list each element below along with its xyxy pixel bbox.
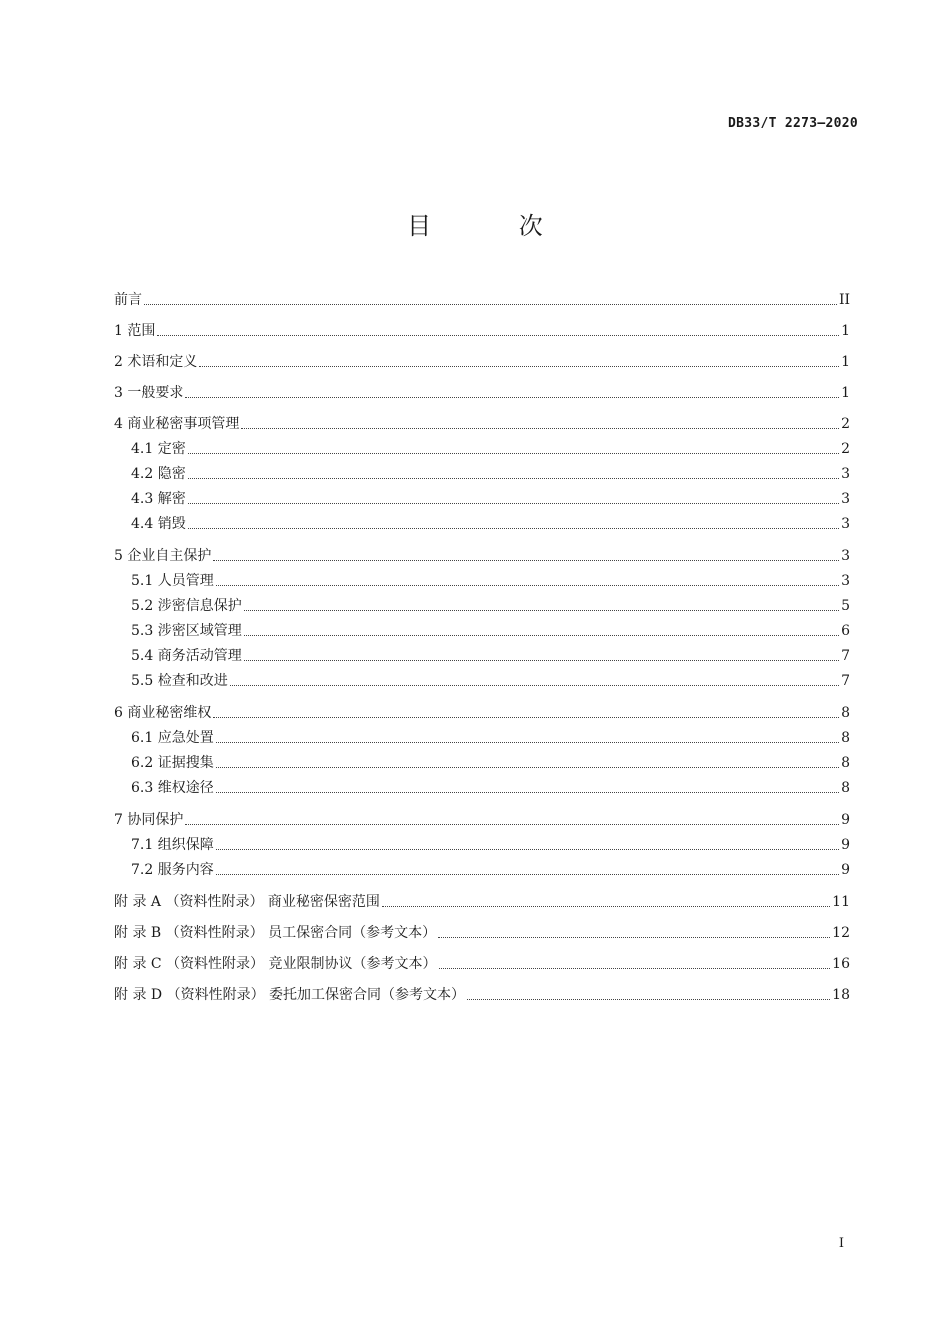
toc-entry-page: 1 bbox=[841, 385, 850, 401]
toc-entry-6[interactable] bbox=[114, 691, 850, 723]
toc-entry-page: 8 bbox=[841, 780, 850, 796]
toc-entry-label: 附 录 A （资料性附录） 商业秘密保密范围 bbox=[114, 894, 380, 910]
toc-entry-7[interactable] bbox=[114, 798, 850, 830]
toc-dot-leader bbox=[244, 635, 839, 636]
toc-entry-label: 5.5 检查和改进 bbox=[131, 673, 228, 689]
toc-entry-4-3[interactable] bbox=[114, 484, 850, 509]
toc-dot-leader bbox=[144, 304, 837, 305]
toc-entry-1[interactable] bbox=[114, 310, 850, 341]
toc-dot-leader bbox=[216, 874, 839, 875]
toc-entry-4[interactable] bbox=[114, 403, 850, 434]
toc-dot-leader bbox=[467, 999, 830, 1000]
toc-entry-page: II bbox=[838, 292, 850, 308]
toc-entry-page: 9 bbox=[841, 837, 850, 853]
toc-entry-page: 12 bbox=[832, 925, 850, 941]
toc-entry-page: 3 bbox=[841, 516, 850, 532]
toc-dot-leader bbox=[157, 335, 839, 336]
toc-entry-label: 6.2 证据搜集 bbox=[131, 755, 214, 771]
toc-title: 目 次 bbox=[407, 212, 583, 240]
toc-dot-leader bbox=[439, 968, 831, 969]
toc-entry-label: 附 录 B （资料性附录） 员工保密合同（参考文本） bbox=[114, 925, 437, 941]
toc-entry-5-5[interactable] bbox=[114, 666, 850, 691]
toc-entry-page: 2 bbox=[841, 416, 850, 432]
toc-dot-leader bbox=[185, 824, 839, 825]
toc-dot-leader bbox=[244, 660, 839, 661]
toc-entry-label: 4.4 销毁 bbox=[131, 516, 186, 532]
toc-entry-label: 附 录 C （资料性附录） 竞业限制协议（参考文本） bbox=[114, 956, 437, 972]
toc-entry-page: 6 bbox=[841, 623, 850, 639]
toc-entry-label: 5 企业自主保护 bbox=[114, 548, 212, 564]
toc-entry-7-2[interactable] bbox=[114, 855, 850, 880]
toc-entry-label: 4 商业秘密事项管理 bbox=[114, 416, 240, 432]
toc-dot-leader bbox=[216, 792, 839, 793]
toc-entry-5[interactable] bbox=[114, 534, 850, 566]
toc-entry-label: 前言 bbox=[114, 292, 142, 308]
toc-dot-leader bbox=[213, 560, 839, 561]
toc-entry-label: 7 协同保护 bbox=[114, 812, 184, 828]
toc-entry-page: 3 bbox=[841, 548, 850, 564]
toc-dot-leader bbox=[216, 849, 839, 850]
toc-entry-page: 11 bbox=[832, 894, 850, 910]
toc-dot-leader bbox=[185, 397, 839, 398]
toc-dot-leader bbox=[188, 453, 839, 454]
toc-entry-appendix-d[interactable] bbox=[114, 974, 850, 1005]
toc-entry-5-1[interactable] bbox=[114, 566, 850, 591]
toc-entry-label: 6 商业秘密维权 bbox=[114, 705, 212, 721]
toc-entry-label: 5.2 涉密信息保护 bbox=[131, 598, 242, 614]
toc-entry-foreword[interactable] bbox=[114, 286, 850, 310]
toc-entry-page: 7 bbox=[841, 648, 850, 664]
toc-entry-page: 7 bbox=[841, 673, 850, 689]
toc-entry-label: 4.3 解密 bbox=[131, 491, 186, 507]
page-number: I bbox=[838, 1236, 844, 1251]
toc-entry-2[interactable] bbox=[114, 341, 850, 372]
toc-dot-leader bbox=[216, 767, 839, 768]
toc-entry-label: 7.1 组织保障 bbox=[131, 837, 214, 853]
toc-entry-page: 5 bbox=[841, 598, 850, 614]
toc-entry-5-3[interactable] bbox=[114, 616, 850, 641]
toc-dot-leader bbox=[188, 478, 839, 479]
toc-entry-label: 4.1 定密 bbox=[131, 441, 186, 457]
toc-entry-appendix-c[interactable] bbox=[114, 943, 850, 974]
toc-dot-leader bbox=[188, 528, 839, 529]
toc-entry-label: 7.2 服务内容 bbox=[131, 862, 214, 878]
toc-dot-leader bbox=[438, 937, 830, 938]
document-code: DB33/T 2273—2020 bbox=[727, 116, 858, 131]
toc-entry-page: 3 bbox=[841, 466, 850, 482]
toc-dot-leader bbox=[216, 585, 839, 586]
toc-entry-6-2[interactable] bbox=[114, 748, 850, 773]
toc-entry-page: 9 bbox=[841, 862, 850, 878]
toc-dot-leader bbox=[230, 685, 839, 686]
toc-dot-leader bbox=[213, 717, 839, 718]
toc-entry-page: 2 bbox=[841, 441, 850, 457]
toc-entry-3[interactable] bbox=[114, 372, 850, 403]
toc-entry-page: 18 bbox=[832, 987, 850, 1003]
toc-entry-4-2[interactable] bbox=[114, 459, 850, 484]
toc-entry-label: 6.1 应急处置 bbox=[131, 730, 214, 746]
toc-entry-label: 5.1 人员管理 bbox=[131, 573, 214, 589]
toc-entry-appendix-b[interactable] bbox=[114, 912, 850, 943]
toc-entry-page: 9 bbox=[841, 812, 850, 828]
toc-entry-4-4[interactable] bbox=[114, 509, 850, 534]
toc-entry-label: 6.3 维权途径 bbox=[131, 780, 214, 796]
toc-entry-5-2[interactable] bbox=[114, 591, 850, 616]
toc-dot-leader bbox=[216, 742, 839, 743]
toc-dot-leader bbox=[188, 503, 839, 504]
toc-entry-page: 1 bbox=[841, 354, 850, 370]
toc-entry-label: 5.4 商务活动管理 bbox=[131, 648, 242, 664]
toc-entry-label: 3 一般要求 bbox=[114, 385, 184, 401]
toc-dot-leader bbox=[244, 610, 839, 611]
toc-entry-page: 8 bbox=[841, 705, 850, 721]
toc-dot-leader bbox=[241, 428, 839, 429]
toc-entry-5-4[interactable] bbox=[114, 641, 850, 666]
toc-entry-6-1[interactable] bbox=[114, 723, 850, 748]
toc-entry-page: 8 bbox=[841, 755, 850, 771]
toc-entry-page: 16 bbox=[832, 956, 850, 972]
toc-entry-6-3[interactable] bbox=[114, 773, 850, 798]
toc-entry-page: 3 bbox=[841, 573, 850, 589]
toc-entry-page: 8 bbox=[841, 730, 850, 746]
toc-entry-page: 3 bbox=[841, 491, 850, 507]
toc-entry-label: 5.3 涉密区域管理 bbox=[131, 623, 242, 639]
toc-entry-appendix-a[interactable] bbox=[114, 880, 850, 912]
toc-entry-label: 2 术语和定义 bbox=[114, 354, 198, 370]
table-of-contents bbox=[114, 286, 850, 1005]
toc-entry-page: 1 bbox=[841, 323, 850, 339]
toc-entry-4-1[interactable] bbox=[114, 434, 850, 459]
toc-entry-label: 附 录 D （资料性附录） 委托加工保密合同（参考文本） bbox=[114, 987, 466, 1003]
toc-entry-label: 1 范围 bbox=[114, 323, 156, 339]
toc-entry-label: 4.2 隐密 bbox=[131, 466, 186, 482]
toc-dot-leader bbox=[382, 906, 830, 907]
toc-dot-leader bbox=[199, 366, 839, 367]
toc-entry-7-1[interactable] bbox=[114, 830, 850, 855]
